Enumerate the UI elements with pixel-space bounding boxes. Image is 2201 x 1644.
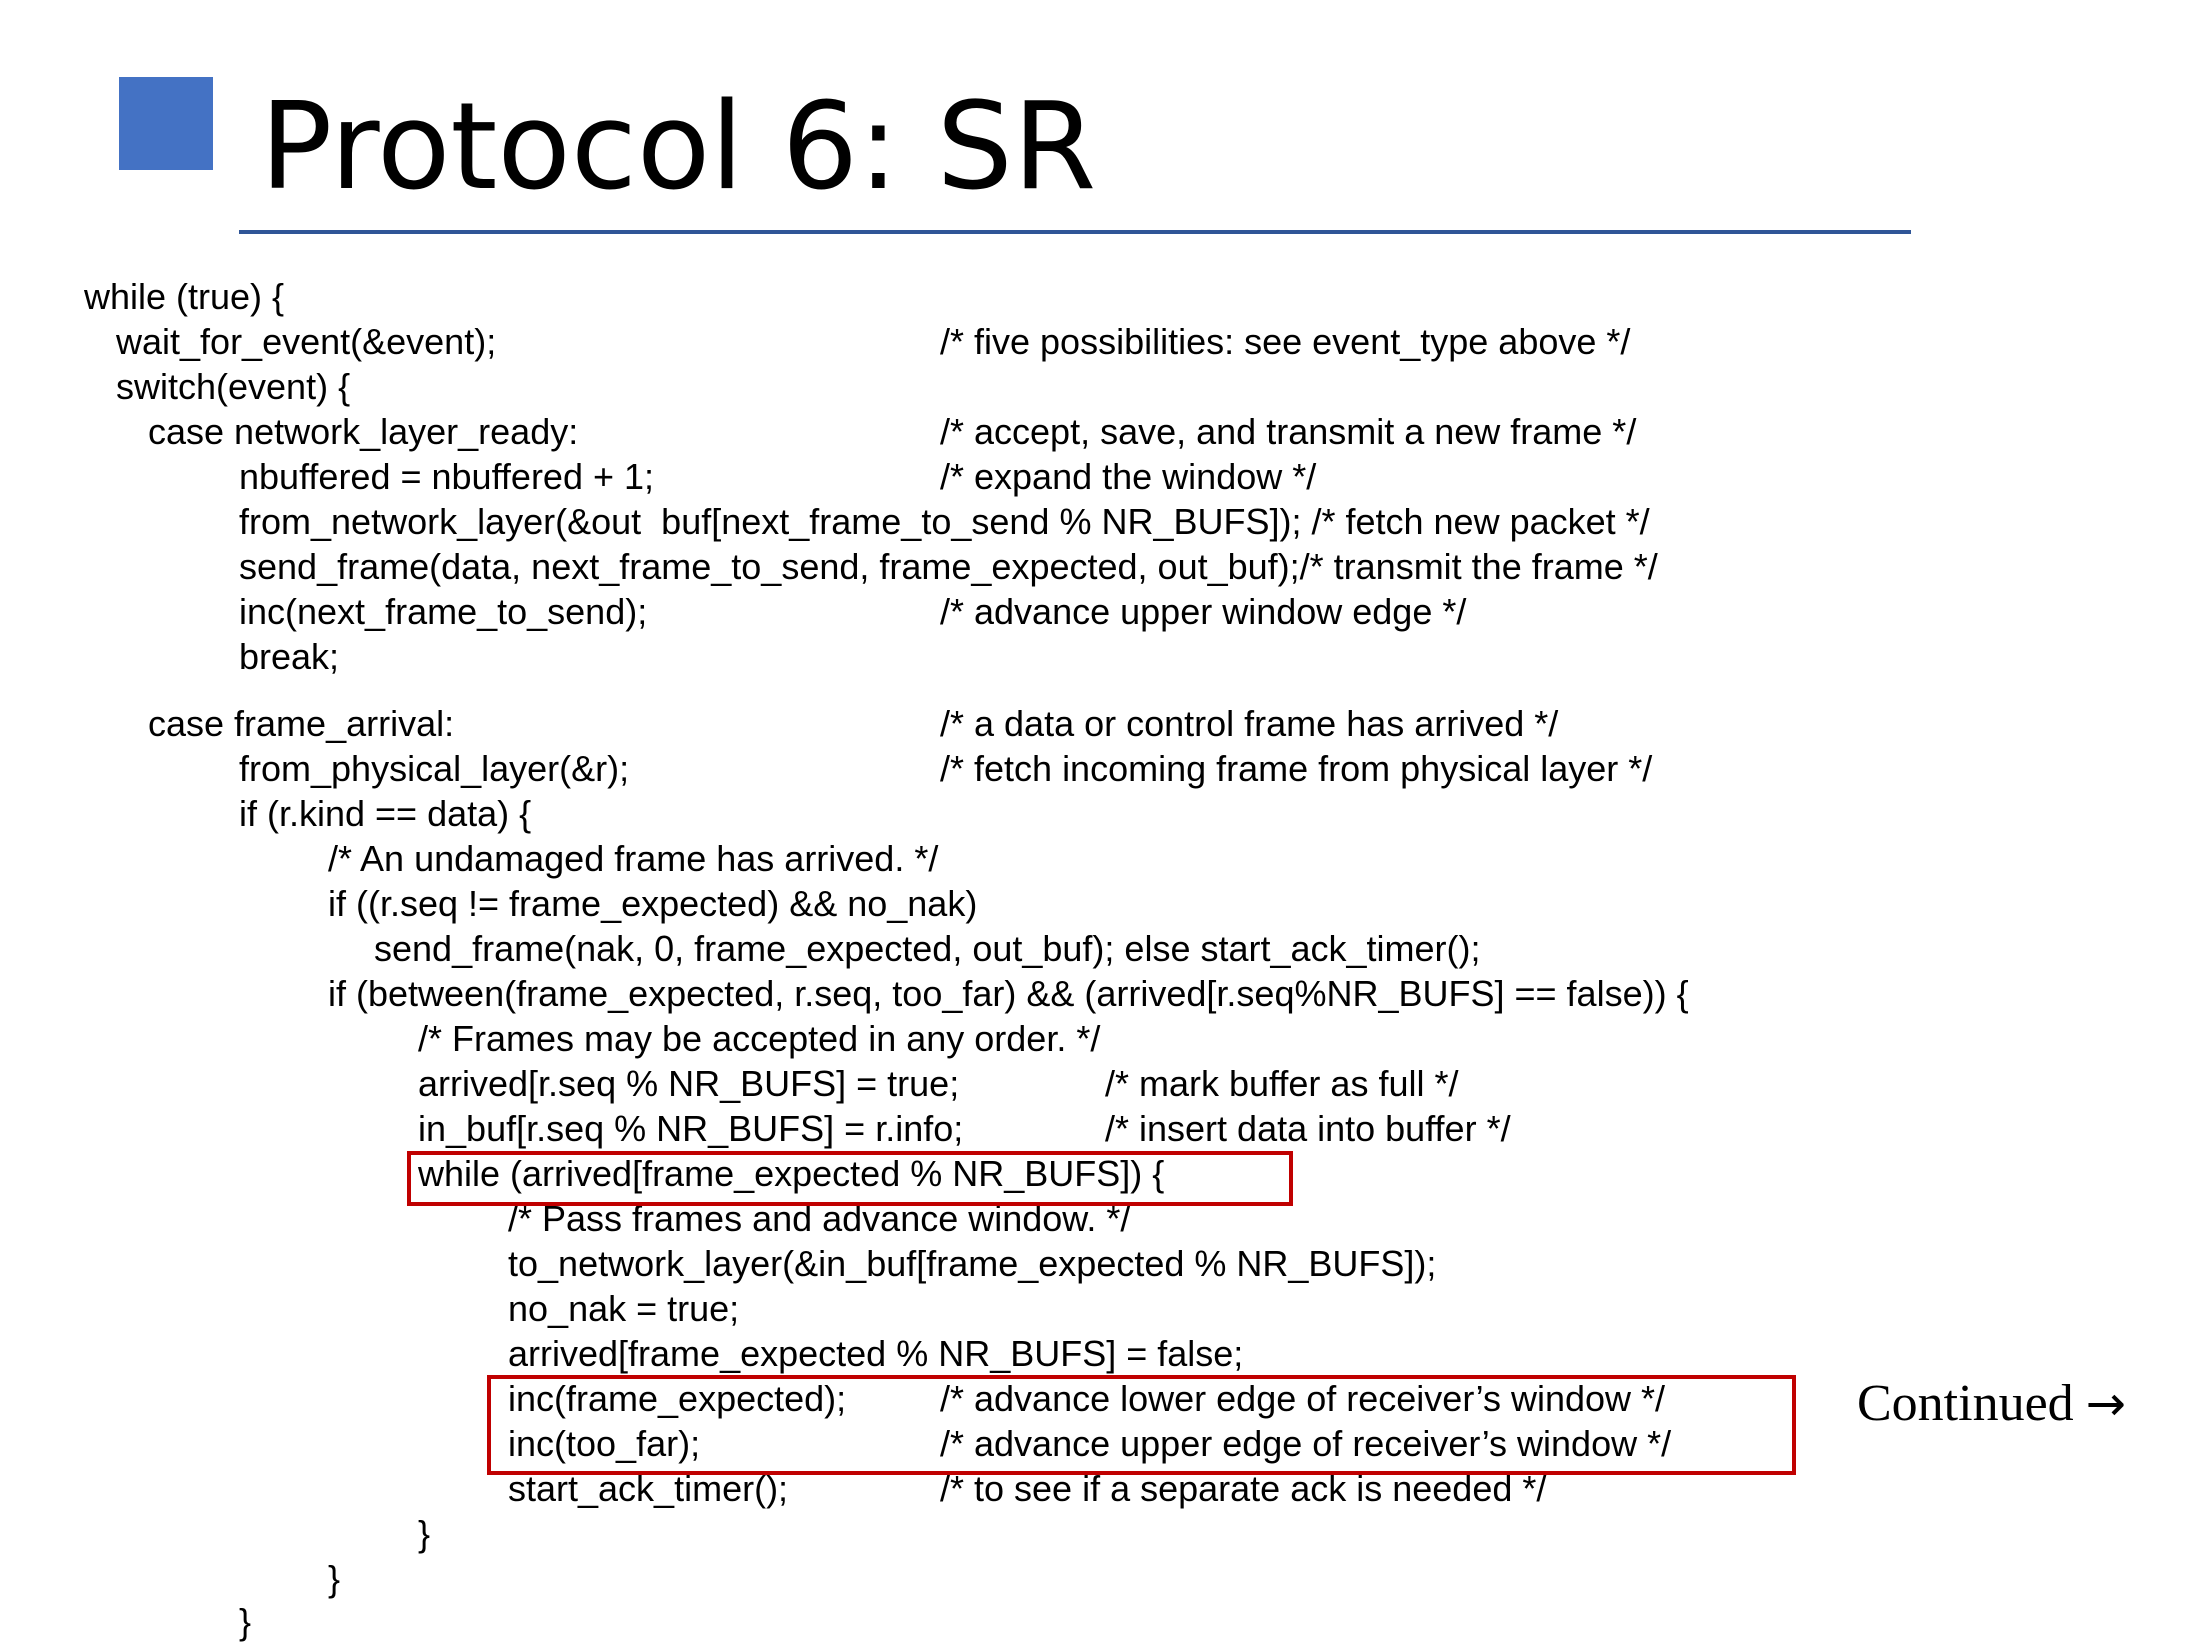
code-line: from_physical_layer(&r); (239, 748, 630, 789)
code-line: } (328, 1558, 341, 1599)
code-line: while (arrived[frame_expected % NR_BUFS]) { (418, 1153, 1165, 1194)
code-comment: /* accept, save, and transmit a new frame */ (940, 411, 1637, 452)
code-comment: /* advance upper edge of receiver’s window */ (940, 1423, 1672, 1464)
code-line: wait_for_event(&event); (116, 321, 497, 362)
code-comment: /* a data or control frame has arrived */ (940, 703, 1559, 744)
code-line: break; (239, 636, 340, 677)
code-line: send_frame(nak, 0, frame_expected, out_buf); else start_ack_timer(); (374, 928, 1481, 969)
code-comment: /* insert data into buffer */ (1105, 1108, 1511, 1149)
code-line: if (r.kind == data) { (239, 793, 532, 834)
code-comment: /* advance lower edge of receiver’s window */ (940, 1378, 1666, 1419)
highlight-box-window-advance (487, 1375, 1796, 1475)
code-line: inc(frame_expected); (508, 1378, 847, 1419)
code-comment: /* to see if a separate ack is needed */ (940, 1468, 1547, 1509)
code-line: switch(event) { (116, 366, 351, 407)
code-line: in_buf[r.seq % NR_BUFS] = r.info; (418, 1108, 964, 1149)
code-line: /* Pass frames and advance window. */ (508, 1198, 1131, 1239)
code-line: send_frame(data, next_frame_to_send, frame_expected, out_buf);/* transmit the frame */ (239, 546, 1658, 587)
code-line: no_nak = true; (508, 1288, 740, 1329)
code-line: arrived[r.seq % NR_BUFS] = true; (418, 1063, 960, 1104)
code-line: from_network_layer(&out buf[next_frame_to_send % NR_BUFS]); /* fetch new packet */ (239, 501, 1650, 542)
continued-label (1857, 1374, 2126, 1434)
code-line: inc(too_far); (508, 1423, 701, 1464)
code-line: nbuffered = nbuffered + 1; (239, 456, 655, 497)
code-line: start_ack_timer(); (508, 1468, 789, 1509)
code-comment: /* expand the window */ (940, 456, 1317, 497)
continued-text: Continued (1857, 1375, 2074, 1432)
code-line: if (between(frame_expected, r.seq, too_far) && (arrived[r.seq%NR_BUFS] == false)) { (328, 973, 1689, 1014)
code-line: /* An undamaged frame has arrived. */ (328, 838, 939, 879)
slide-title: Protocol 6: SR (260, 78, 1097, 217)
code-line: inc(next_frame_to_send); (239, 591, 648, 632)
code-line: arrived[frame_expected % NR_BUFS] = false; (508, 1333, 1244, 1374)
code-line: case network_layer_ready: (148, 411, 579, 452)
code-comment: /* five possibilities: see event_type above */ (940, 321, 1631, 362)
code-comment: /* mark buffer as full */ (1105, 1063, 1459, 1104)
code-line: to_network_layer(&in_buf[frame_expected % NR_BUFS]); (508, 1243, 1437, 1284)
right-arrow-icon: → (2085, 1376, 2126, 1432)
code-line: case frame_arrival: (148, 703, 455, 744)
highlight-box-while-loop (407, 1151, 1293, 1206)
code-line: } (239, 1601, 252, 1642)
code-comment: /* advance upper window edge */ (940, 591, 1467, 632)
code-line: } (418, 1513, 431, 1554)
code-comment: /* fetch incoming frame from physical layer */ (940, 748, 1653, 789)
code-line: /* Frames may be accepted in any order. */ (418, 1018, 1101, 1059)
code-line: if ((r.seq != frame_expected) && no_nak) (328, 883, 978, 924)
code-line: while (true) { (84, 276, 285, 317)
